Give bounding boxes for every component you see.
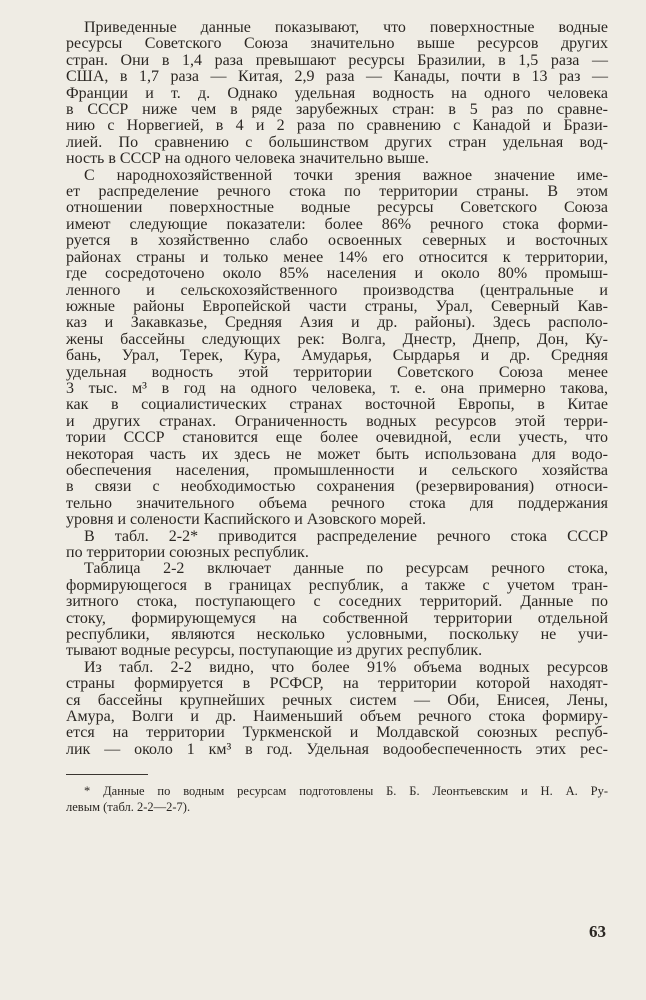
text-line: Из табл. 2-2 видно, что более 91% объема водных ресурсов <box>84 658 608 676</box>
text-line: В табл. 2-2* приводится распределение речного стока СССР <box>84 527 608 545</box>
text-line: южные районы Европейской части страны, Урал, Северный Кав- <box>66 297 608 315</box>
text-line: ность в СССР на одного человека значительно выше. <box>66 150 429 168</box>
text-line: нию с Норвегией, в 4 и 2 раза по сравнению с Канадой и Брази- <box>66 117 608 135</box>
text-line: формирующегося в границах республик, а также с учетом тран- <box>66 576 608 594</box>
text-line: жены бассейны следующих рек: Волга, Днестр, Днепр, Дон, Ку- <box>66 330 608 348</box>
text-line: Франции и т. д. Однако удельная водность на одного человека <box>66 84 608 102</box>
text-line: некоторая часть их здесь не может быть использована для водо- <box>66 445 608 463</box>
text-line: ленного и сельскохозяйственного производства (центральные и <box>66 281 608 299</box>
text-line: республики, являются несколько условными, поскольку не учи- <box>66 626 608 644</box>
footnote-line: левым (табл. 2-2—2-7). <box>66 800 191 815</box>
footnote-line: * Данные по водным ресурсам подготовлены Б. Б. Леонтьевским и Н. А. Ру- <box>84 784 608 799</box>
text-line: тельно значительного объема речного стока для поддержания <box>66 494 608 512</box>
text-line: где сосредоточено около 85% населения и около 80% промыш- <box>66 265 608 283</box>
text-line: имеют следующие показатели: более 86% речного стока форми- <box>66 215 608 233</box>
text-line: стран. Они в 1,4 раза превышают ресурсы Бразилии, в 1,5 раза — <box>66 51 608 69</box>
body-text <box>66 20 608 758</box>
text-line: Приведенные данные показывают, что поверхностные водные <box>84 19 608 36</box>
text-line: страны формируется в РСФСР, на территории которой находят- <box>66 675 608 693</box>
text-line: обеспечения населения, промышленности и сельского хозяйства <box>66 461 608 479</box>
text-line: в СССР ниже чем в ряде зарубежных стран: в 5 раз по сравне- <box>66 101 608 119</box>
text-line: стоку, формирующемуся на собственной территории отдельной <box>66 609 608 627</box>
text-line: Амура, Волги и др. Наименьший объем речного стока формиру- <box>66 708 608 726</box>
paragraph-1 <box>66 20 608 168</box>
text-line: удельная водность этой территории Советского Союза менее <box>66 363 608 381</box>
paragraph-5 <box>66 660 608 758</box>
footnote <box>66 783 608 815</box>
text-line: С народнохозяйственной точки зрения важное значение име- <box>84 166 608 184</box>
text-line: каз и Закавказье, Средняя Азия и др. районы). Здесь располо- <box>66 314 608 332</box>
paragraph-2 <box>66 168 608 529</box>
footnote-divider <box>66 774 148 775</box>
text-line: ет распределение речного стока по территории страны. В этом <box>66 183 608 201</box>
page-number: 63 <box>589 922 606 941</box>
text-line: 3 тыс. м³ в год на одного человека, т. е. она примерно такова, <box>66 379 608 397</box>
text-line: Таблица 2-2 включает данные по ресурсам речного стока, <box>84 560 608 578</box>
text-line: руется в хозяйственно слабо освоенных северных и восточных <box>66 232 608 250</box>
text-line: тории СССР становится еще более очевидной, если учесть, что <box>66 429 608 447</box>
text-line: ется на территории Туркменской и Молдавской союзных респуб- <box>66 724 608 742</box>
text-line: в связи с необходимостью сохранения (резервирования) относи- <box>66 478 608 496</box>
text-line: лик — около 1 км³ в год. Удельная водообеспеченность этих рес- <box>66 740 608 758</box>
paragraph-3 <box>66 529 608 562</box>
text-line: США, в 1,7 раза — Китая, 2,9 раза — Канады, почти в 13 раз — <box>66 68 608 86</box>
paragraph-4 <box>66 561 608 659</box>
text-line: ресурсы Советского Союза значительно выше ресурсов других <box>66 35 608 53</box>
text-line: как в социалистических странах восточной Европы, в Китае <box>66 396 608 414</box>
text-line: уровня и солености Каспийского и Азовского морей. <box>66 511 427 529</box>
text-line: районах страны и только менее 14% его относится к территории, <box>66 248 608 266</box>
text-line: лией. По сравнению с большинством других стран удельная вод- <box>66 133 608 151</box>
text-line: и других странах. Ограниченность водных ресурсов этой терри- <box>66 412 608 430</box>
text-line: бань, Урал, Терек, Кура, Амударья, Сырдарья и др. Средняя <box>66 347 608 365</box>
text-line: по территории союзных республик. <box>66 544 309 561</box>
text-line: отношении поверхностные водные ресурсы Советского Союза <box>66 199 608 217</box>
text-line: ся бассейны крупнейших речных систем — Оби, Енисея, Лены, <box>66 691 608 709</box>
text-line: тывают водные ресурсы, поступающие из других республик. <box>66 642 483 660</box>
text-line: зитного стока, поступающего с соседних территорий. Данные по <box>66 593 608 611</box>
